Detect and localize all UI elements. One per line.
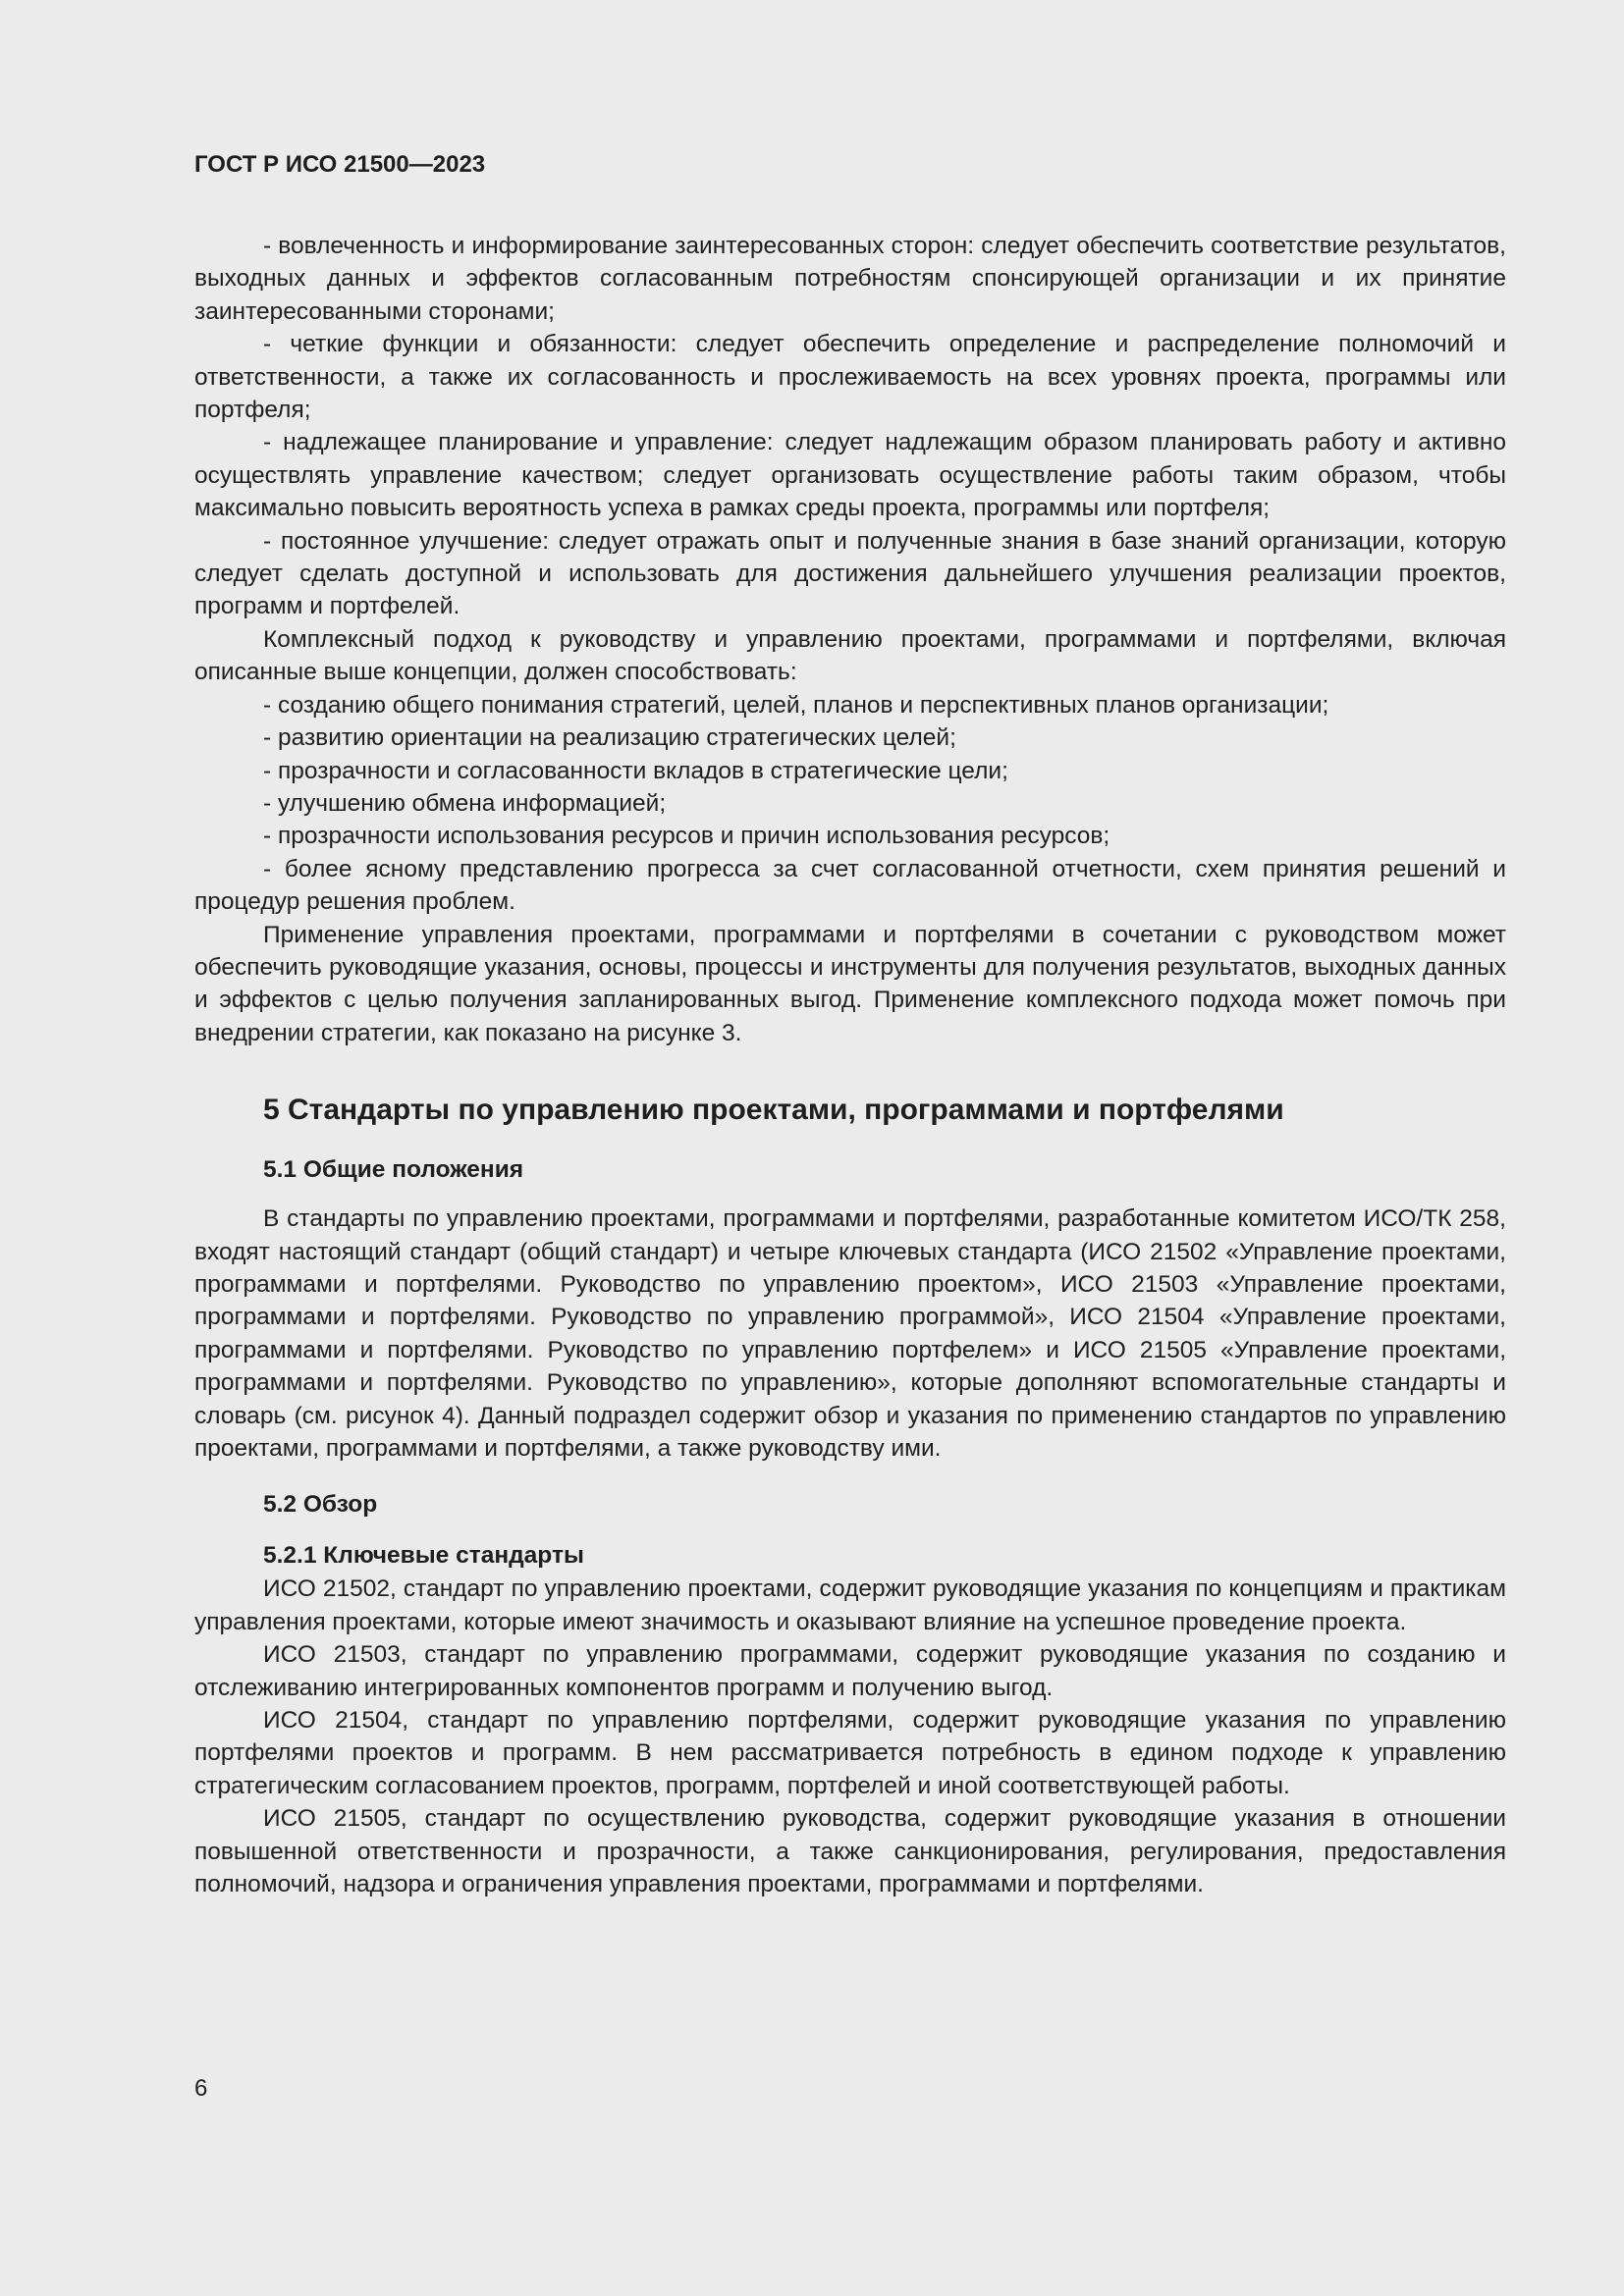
section-5-2-1-paragraph: ИСО 21504, стандарт по управлению портфелями, содержит руководящие указания по управлению портфелями проектов и программ. В нем рассматривается потребность в едином подходе к управлению стратегическим согласованием проектов, программ, портфелей и иной соответствующей работы. bbox=[194, 1707, 1506, 1799]
list-item: - прозрачности использования ресурсов и причин использования ресурсов; bbox=[263, 823, 1110, 850]
section-5-1-paragraph: В стандарты по управлению проектами, программами и портфелями, разработанные комитетом ИСО/ТК 258, входят настоящий стандарт (общий стандарт) и четыре ключевых стандарта (ИСО 21502 «Управление проектами, программами и портфелями. Руководство по управлению проектом», ИСО 21503 «Управление проектами, программами и портфелями. Руководство по управлению программой», ИСО 21504 «Управление проектами, программами и портфелями. Руководство по управлению портфелем» и ИСО 21505 «Управление проектами, программами и портфелями. Руководство по управлению», которые дополняют вспомогательные стандарты и словарь (см. рисунок 4). Данный подраздел содержит обзор и указания по применению стандартов по управлению проектами, программами и портфелями, а также руководству ими. bbox=[194, 1205, 1506, 1462]
page-number: 6 bbox=[194, 2075, 208, 2102]
list-item: - вовлеченность и информирование заинтересованных сторон: следует обеспечить соответствие результатов, выходных данных и эффектов согласованным потребностям спонсирующей организации и их принятие заинтересованными сторонами; bbox=[194, 233, 1506, 325]
list-item: - надлежащее планирование и управление: следует надлежащим образом планировать работу и активно осуществлять управление качеством; следует организовать осуществление работы таким образом, чтобы максимально повысить вероятность успеха в рамках среды проекта, программы или портфеля; bbox=[194, 429, 1506, 522]
paragraph-application: Применение управления проектами, программами и портфелями в сочетании с руководством может обеспечить руководящие указания, основы, процессы и инструменты для получения результатов, выходных данных и эффектов с целью получения запланированных выгод. Применение комплексного подхода может помочь при внедрении стратегии, как показано на рисунке 3. bbox=[194, 921, 1506, 1046]
document-header: ГОСТ Р ИСО 21500—2023 bbox=[194, 151, 486, 178]
list-item: - постоянное улучшение: следует отражать опыт и полученные знания в базе знаний организации, которую следует сделать доступной и использовать для достижения дальнейшего улучшения реализации проектов, программ и портфелей. bbox=[194, 527, 1506, 620]
section-5-2-1-paragraph: ИСО 21505, стандарт по осуществлению руководства, содержит руководящие указания в отношении повышенной ответственности и прозрачности, а также санкционирования, регулирования, предоставления полномочий, надзора и ограничения управления проектами, программами и портфелями. bbox=[194, 1805, 1506, 1898]
document-page bbox=[194, 145, 1506, 1900]
section-5-1-heading: 5.1 Общие положения bbox=[263, 1156, 524, 1184]
list-item: - четкие функции и обязанности: следует обеспечить определение и распределение полномочий и ответственности, а также их согласованность и прослеживаемость на всех уровнях проекта, программы или портфеля; bbox=[194, 331, 1506, 424]
section-5-2-1-paragraph: ИСО 21503, стандарт по управлению программами, содержит руководящие указания по созданию и отслеживанию интегрированных компонентов программ и получению выгод. bbox=[194, 1641, 1506, 1701]
list-item: - развитию ориентации на реализацию стратегических целей; bbox=[263, 724, 956, 752]
list-item: - более ясному представлению прогресса за счет согласованной отчетности, схем принятия решений и процедур решения проблем. bbox=[194, 855, 1506, 916]
list-item: - улучшению обмена информацией; bbox=[263, 789, 667, 817]
paragraph-complex-approach: Комплексный подход к руководству и управлению проектами, программами и портфелями, включая описанные выше концепции, должен способствовать: bbox=[194, 625, 1506, 686]
section-5-2-1-heading: 5.2.1 Ключевые стандарты bbox=[263, 1542, 584, 1570]
list-item: - прозрачности и согласованности вкладов в стратегические цели; bbox=[263, 757, 1008, 784]
section-5-2-heading: 5.2 Обзор bbox=[263, 1491, 378, 1519]
section-5-heading: 5 Стандарты по управлению проектами, программами и портфелями bbox=[263, 1094, 1284, 1127]
section-5-2-1-paragraph: ИСО 21502, стандарт по управлению проектами, содержит руководящие указания по концепциям и практикам управления проектами, которые имеют значимость и оказывают влияние на успешное проведение проекта. bbox=[194, 1575, 1506, 1635]
list-item: - созданию общего понимания стратегий, целей, планов и перспективных планов организации; bbox=[263, 691, 1329, 719]
